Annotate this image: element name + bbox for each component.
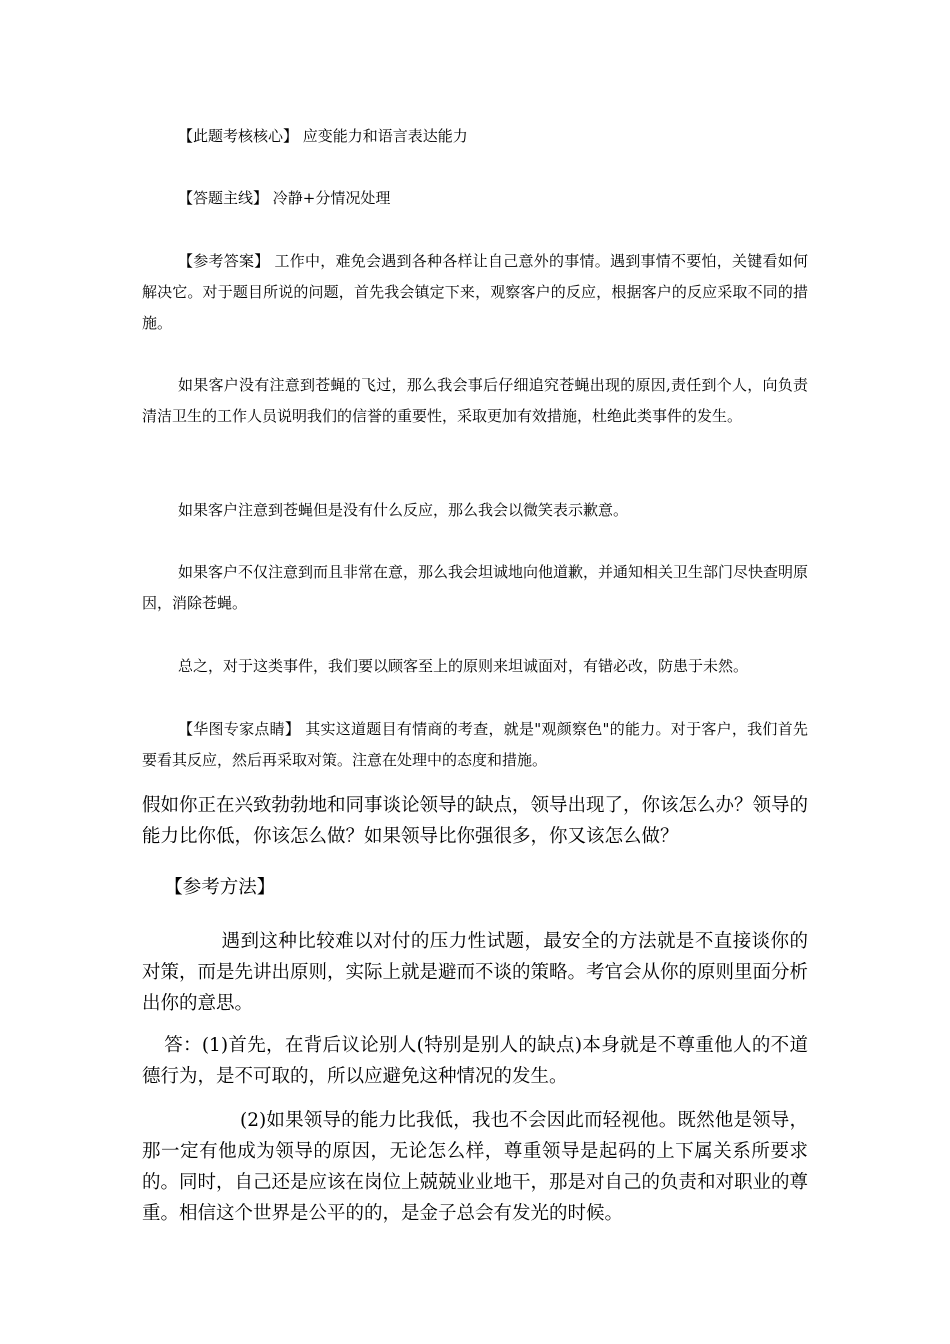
answer1-paragraph: 答：(1)首先，在背后议论别人(特别是别人的缺点)本身就是不尊重他人的不道德行为，是不可取的，所以应避免这种情况的发生。 bbox=[142, 1035, 808, 1087]
reference-text: 工作中，难免会遇到各种各样让自己意外的事情。遇到事情不要怕，关键看如何解决它。对于题目所说的问题，首先我会镇定下来，观察客户的反应，根据客户的反应采取不同的措施。 bbox=[142, 252, 808, 332]
core-text: 应变能力和语言表达能力 bbox=[302, 127, 468, 145]
expert-text: 其实这道题目有情商的考查，就是"观颜察色"的能力。对于客户，我们首先要看其反应，然后再采取对策。注意在处理中的态度和措施。 bbox=[142, 720, 808, 769]
method-paragraph: 遇到这种比较难以对付的压力性试题，最安全的方法就是不直接谈你的对策，而是先讲出原则，实际上就是避而不谈的策略。考官会从你的原则里面分析出你的意思。 bbox=[142, 931, 809, 1014]
mainline-text: 冷静+分情况处理 bbox=[272, 189, 391, 207]
expert-label: 【华图专家点睛】 bbox=[178, 720, 301, 738]
case2-paragraph: 如果客户注意到苍蝇但是没有什么反应，那么我会以微笑表示歉意。 bbox=[178, 501, 629, 519]
reference-answer-paragraph bbox=[142, 246, 808, 339]
mainline-label: 【答题主线】 bbox=[178, 189, 269, 207]
summary-paragraph: 总之，对于这类事件，我们要以顾客至上的原则来坦诚面对，有错必改，防患于未然。 bbox=[178, 657, 749, 675]
method-label: 【参考方法】 bbox=[164, 877, 276, 898]
case3-paragraph: 如果客户不仅注意到而且非常在意，那么我会坦诚地向他道歉，并通知相关卫生部门尽快查明原因，消除苍蝇。 bbox=[142, 563, 809, 612]
answer2-paragraph: (2)如果领导的能力比我低，我也不会因此而轻视他。既然他是领导，那一定有他成为领导的原因，无论怎么样，尊重领导是起码的上下属关系所要求的。同时，自己还是应该在岗位上兢兢业业地干，那是对自己的负责和对职业的尊重。相信这个世界是公平的的，是金子总会有发光的时候。 bbox=[142, 1110, 809, 1224]
mainline-paragraph bbox=[142, 183, 808, 214]
core-paragraph bbox=[142, 121, 808, 152]
reference-label: 【参考答案】 bbox=[178, 252, 270, 270]
core-label: 【此题考核核心】 bbox=[178, 127, 299, 145]
case1-paragraph: 如果客户没有注意到苍蝇的飞过，那么我会事后仔细追究苍蝇出现的原因,责任到个人，向负责清洁卫生的工作人员说明我们的信誉的重要性，采取更加有效措施，杜绝此类事件的发生。 bbox=[142, 376, 808, 425]
expert-paragraph bbox=[142, 714, 808, 776]
question-paragraph: 假如你正在兴致勃勃地和同事谈论领导的缺点，领导出现了，你该怎么办？领导的能力比你低，你该怎么做？如果领导比你强很多，你又该怎么做？ bbox=[142, 795, 809, 847]
